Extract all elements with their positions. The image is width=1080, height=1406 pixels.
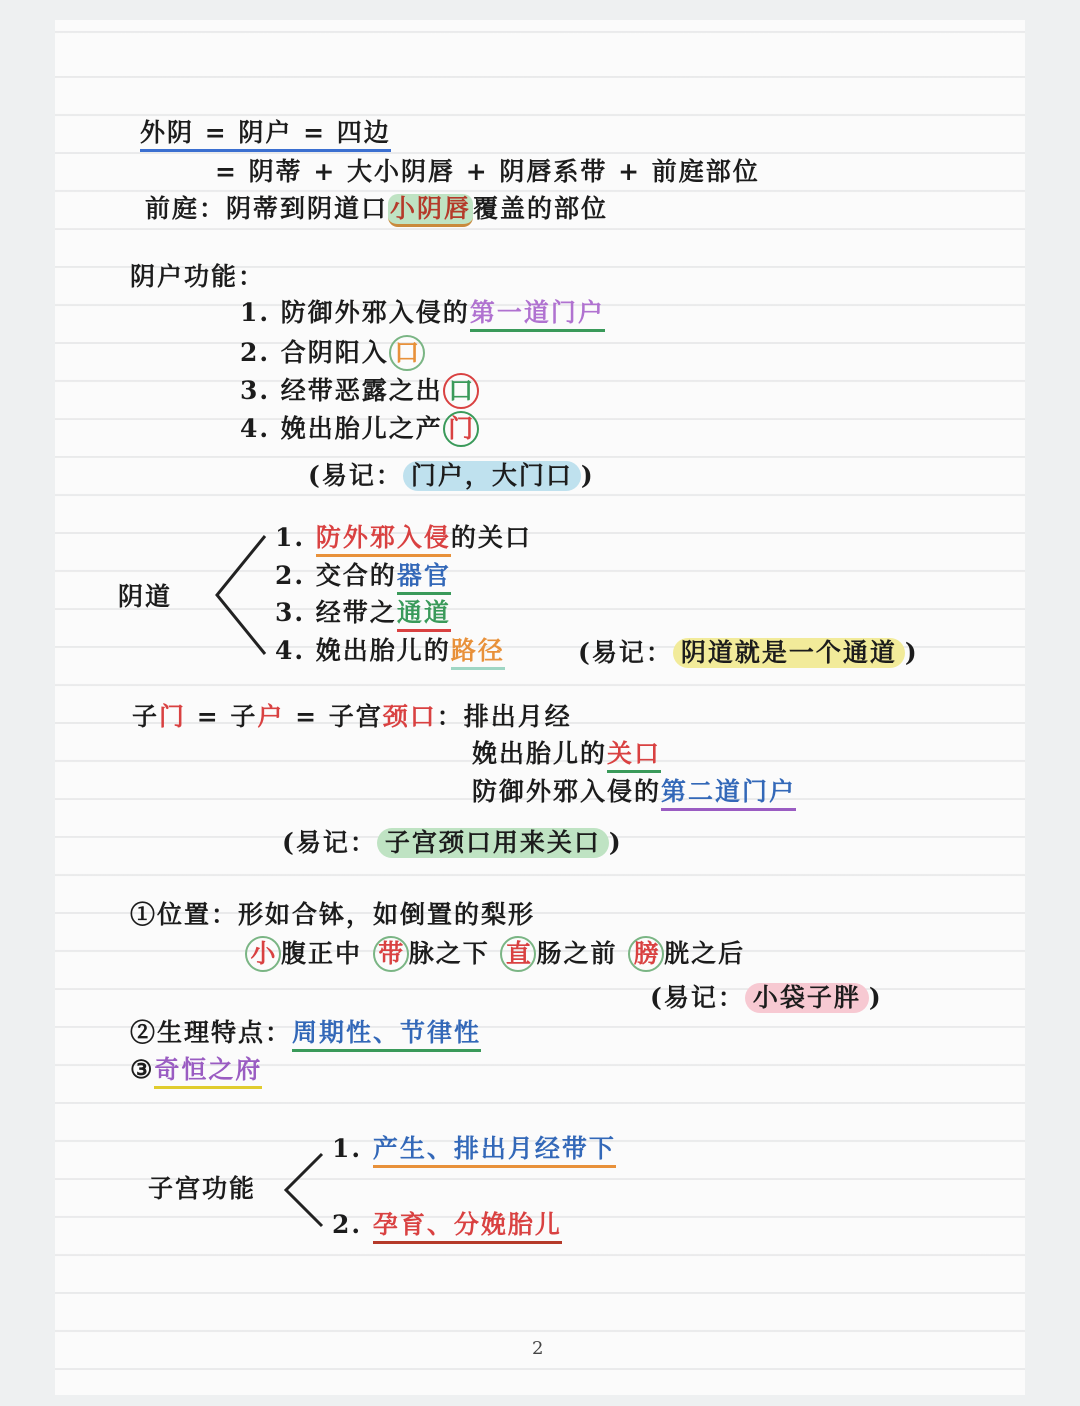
vagina-function-4: 4. 娩出胎儿的路径 <box>275 636 505 670</box>
uterus-function-2: 2. 孕育、分娩胎儿 <box>332 1210 562 1244</box>
uterus-extraordinary-line: ③奇恒之府 <box>130 1055 262 1089</box>
uterus-position-detail: 小 腹正中 带 脉之下 直 肠之前 膀 胱之后 <box>245 936 745 972</box>
periodicity-term: 周期性、节律性 <box>292 1018 481 1052</box>
vulva-memo-highlight: 门户，大门口 <box>403 461 581 491</box>
vulva-function-3: 3. 经带恶露之出 口 <box>240 373 479 409</box>
vulva-memo: (易记： 门户，大门口 ) <box>308 461 595 490</box>
vulva-definition-line <box>140 118 391 152</box>
pregnancy-term: 孕育、分娩胎儿 <box>373 1210 562 1244</box>
defend-term: 防外邪入侵 <box>316 523 451 557</box>
cervix-memo-highlight: 子宫颈口用来关口 <box>377 828 609 858</box>
pass-term: 关口 <box>607 739 661 773</box>
organ-term: 器官 <box>397 561 451 595</box>
mouth-circled: 口 <box>389 335 425 371</box>
cervix-definition-line: 子门 = 子户 = 子宫颈口：排出月经 <box>132 702 572 731</box>
vulva-composition-line: = 阴蒂 + 大小阴唇 + 阴唇系带 + 前庭部位 <box>215 157 760 186</box>
vagina-function-2: 2. 交合的器官 <box>275 561 451 595</box>
vagina-memo: (易记： 阴道就是一个通道 ) <box>578 638 919 667</box>
cervix-function-3: 防御外邪入侵的第二道门户 <box>472 777 796 811</box>
uterus-memo: (易记： 小袋子胖 ) <box>650 983 883 1012</box>
vulva-function-1: 1. 防御外邪入侵的第一道门户 <box>240 298 605 332</box>
second-gate-term: 第二道门户 <box>661 777 796 811</box>
uterus-memo-highlight: 小袋子胖 <box>745 983 869 1013</box>
gate-circled: 门 <box>443 411 479 447</box>
vagina-memo-highlight: 阴道就是一个通道 <box>673 638 905 668</box>
path-term: 路径 <box>451 636 505 670</box>
vulva-function-4: 4. 娩出胎儿之产 门 <box>240 411 479 447</box>
uterus-functions-label: 子宫功能 <box>148 1174 257 1203</box>
labia-minora-highlight: 小阴唇 <box>388 194 473 227</box>
uterus-position-line: ①位置：形如合钵，如倒置的梨形 <box>130 900 536 929</box>
vulva-term: 外阴 = 阴户 = 四边 <box>140 118 391 152</box>
vestibule-definition-line: 前庭：阴蒂到阴道口小阴唇覆盖的部位 <box>145 194 608 227</box>
vagina-function-1: 1. 防外邪入侵的关口 <box>275 523 532 557</box>
vagina-function-3: 3. 经带之通道 <box>275 598 451 632</box>
uterus-function-1: 1. 产生、排出月经带下 <box>332 1134 616 1168</box>
vulva-functions-title: 阴户功能： <box>130 262 266 291</box>
uterus-brace <box>280 1150 330 1230</box>
vagina-label: 阴道 <box>118 582 173 611</box>
vulva-function-2: 2. 合阴阳入 口 <box>240 335 425 371</box>
first-gate-term: 第一道门户 <box>470 298 605 332</box>
channel-term: 通道 <box>397 598 451 632</box>
page-number: 2 <box>532 1338 544 1359</box>
outlet-circled: 口 <box>443 373 479 409</box>
vagina-brace <box>205 530 275 660</box>
menstruation-term: 产生、排出月经带下 <box>373 1134 616 1168</box>
cervix-function-2: 娩出胎儿的关口 <box>472 739 661 773</box>
extraordinary-organ-term: 奇恒之府 <box>154 1055 262 1089</box>
uterus-physiology-line: ②生理特点：周期性、节律性 <box>130 1018 481 1052</box>
cervix-memo: (易记： 子宫颈口用来关口 ) <box>282 828 623 857</box>
